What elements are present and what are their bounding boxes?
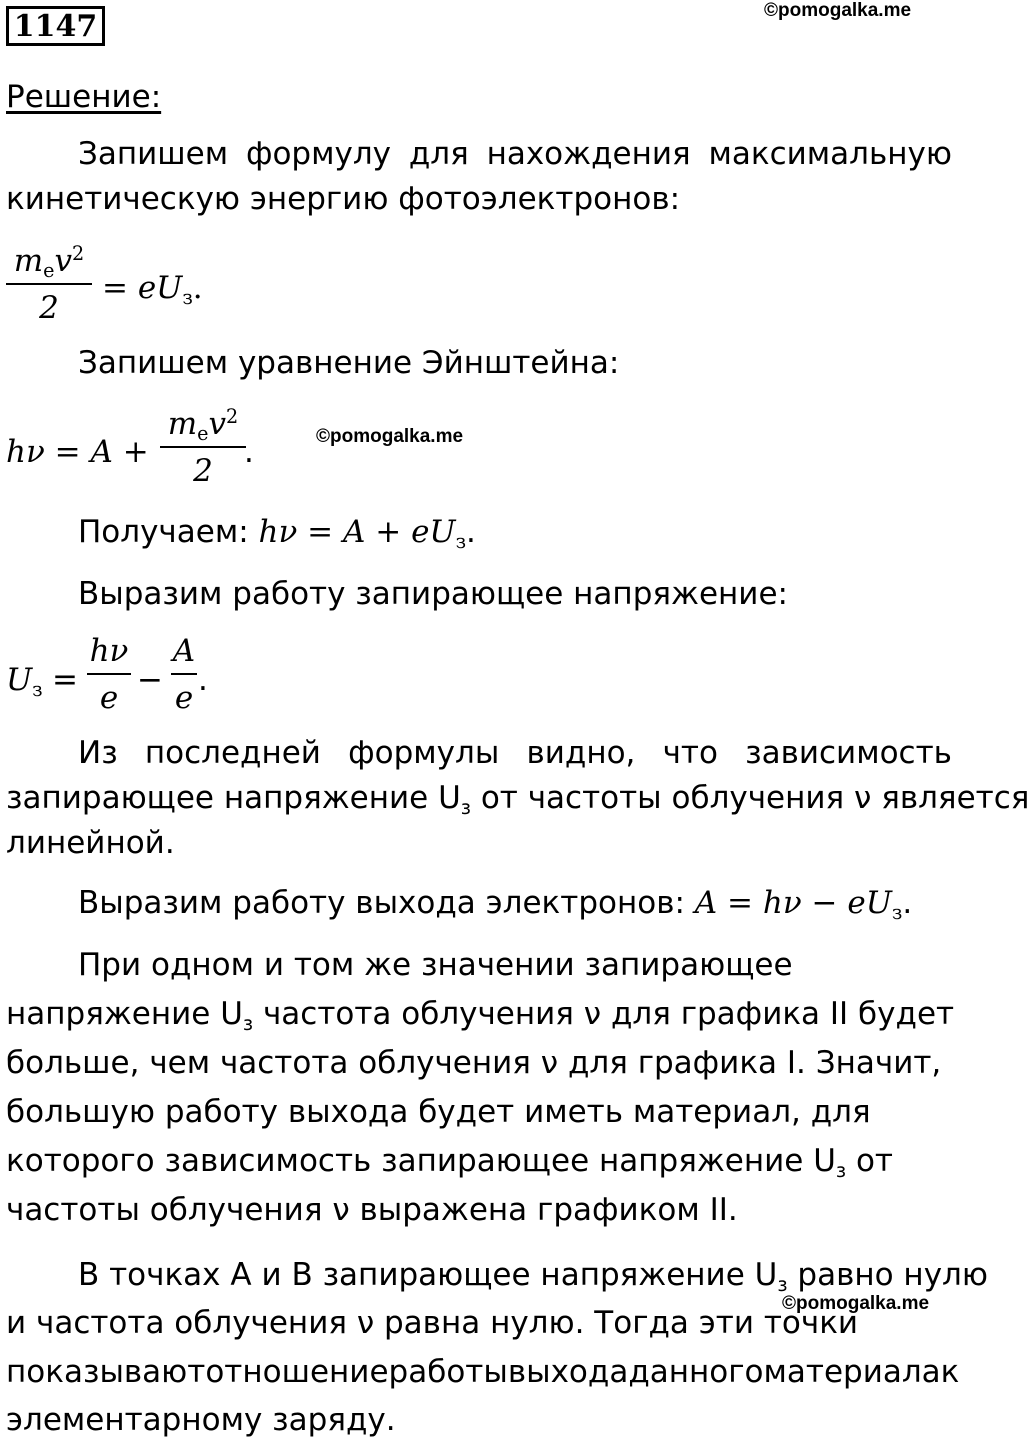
watermark-middle: ©pomogalka.me: [316, 426, 464, 447]
eq2-lhs: hν = A +: [6, 434, 149, 470]
watermark-bottom: ©pomogalka.me: [782, 1293, 930, 1314]
p7-line2: напряжение Uз частота облучения ν для графика II будет: [6, 996, 955, 1036]
eq2-denominator: 2: [193, 453, 213, 489]
eq3-frac2-numerator: A: [172, 633, 196, 669]
eq2-fraction-bar: [160, 446, 246, 448]
p8-word: материала: [763, 1354, 941, 1390]
p1-word: Запишем: [78, 136, 229, 172]
eq3-frac1-bar: [87, 673, 131, 675]
solution-heading: Решение:: [6, 79, 162, 115]
p2: Запишем уравнение Эйнштейна:: [78, 345, 620, 381]
eq3-fraction-1: [87, 633, 131, 716]
p5-word: формулы: [348, 735, 500, 771]
p8-word: отношение: [205, 1354, 389, 1390]
p8-word: показывают: [6, 1354, 206, 1390]
eq3-lhs: Uз: [6, 662, 43, 702]
p1-line2: кинетическую энергию фотоэлектронов:: [6, 181, 681, 217]
p8-word: данного: [628, 1354, 764, 1390]
p8-word: выхода: [507, 1354, 629, 1390]
problem-number: 1147: [6, 6, 105, 46]
p5-line3: линейной.: [6, 825, 175, 861]
p7-line4: большую работу выхода будет иметь материал, для: [6, 1094, 871, 1130]
eq1-denominator: 2: [39, 290, 59, 326]
p8-line2: и частота облучения ν равна нулю. Тогда эти точки: [6, 1305, 859, 1341]
eq3-equals: =: [52, 662, 78, 698]
eq3-frac2-bar: [171, 673, 197, 675]
eq3-end: .: [198, 662, 208, 698]
p8-word: к: [940, 1354, 960, 1390]
p8-line3: [6, 1354, 960, 1390]
p7-line3: больше, чем частота облучения ν для графика I. Значит,: [6, 1045, 942, 1081]
p7-line6: частоты облучения ν выражена графиком II.: [6, 1192, 738, 1228]
eq3-fraction-2: [171, 633, 197, 716]
p5-line1: [78, 735, 952, 771]
eq3-frac1-denominator: e: [99, 680, 119, 716]
eq3-frac1-numerator: hν: [89, 633, 129, 669]
p8-line1: В точках A и B запирающее напряжение Uз равно нулю: [78, 1257, 988, 1297]
watermark-top: ©pomogalka.me: [764, 0, 912, 21]
eq3-minus: −: [137, 662, 163, 698]
eq1-fraction: [6, 242, 92, 326]
p5-word: Из: [78, 735, 118, 771]
p5-word: видно,: [526, 735, 636, 771]
p1-word: для: [408, 136, 469, 172]
p3: Получаем: hν = A + eUз.: [78, 514, 476, 554]
p1-word: максимальную: [708, 136, 952, 172]
p8-word: работы: [388, 1354, 508, 1390]
eq1-numerator: mev$^2$: [13, 242, 85, 283]
p6: Выразим работу выхода электронов: A = hν − eUз.: [78, 885, 913, 925]
p5-word: что: [662, 735, 718, 771]
p5-line2: запирающее напряжение Uз от частоты облучения ν является: [6, 780, 1029, 820]
eq3-frac2-denominator: e: [174, 680, 194, 716]
eq2-numerator: mev$^2$: [167, 405, 239, 446]
p8-line4: элементарному заряду.: [6, 1402, 396, 1438]
eq1-rhs: = eUз.: [102, 270, 203, 310]
p1-line1: [78, 136, 952, 172]
eq2-fraction: [160, 405, 246, 489]
p1-word: формулу: [245, 136, 391, 172]
p5-word: зависимость: [745, 735, 952, 771]
p7-line1: При одном и том же значении запирающее: [78, 947, 793, 983]
p7-line5: которого зависимость запирающее напряжение Uз от: [6, 1143, 893, 1183]
p5-word: последней: [144, 735, 321, 771]
p4: Выразим работу запирающее напряжение:: [78, 576, 788, 612]
eq1-fraction-bar: [6, 283, 92, 285]
eq2-end: .: [244, 434, 254, 470]
p1-word: нахождения: [486, 136, 691, 172]
